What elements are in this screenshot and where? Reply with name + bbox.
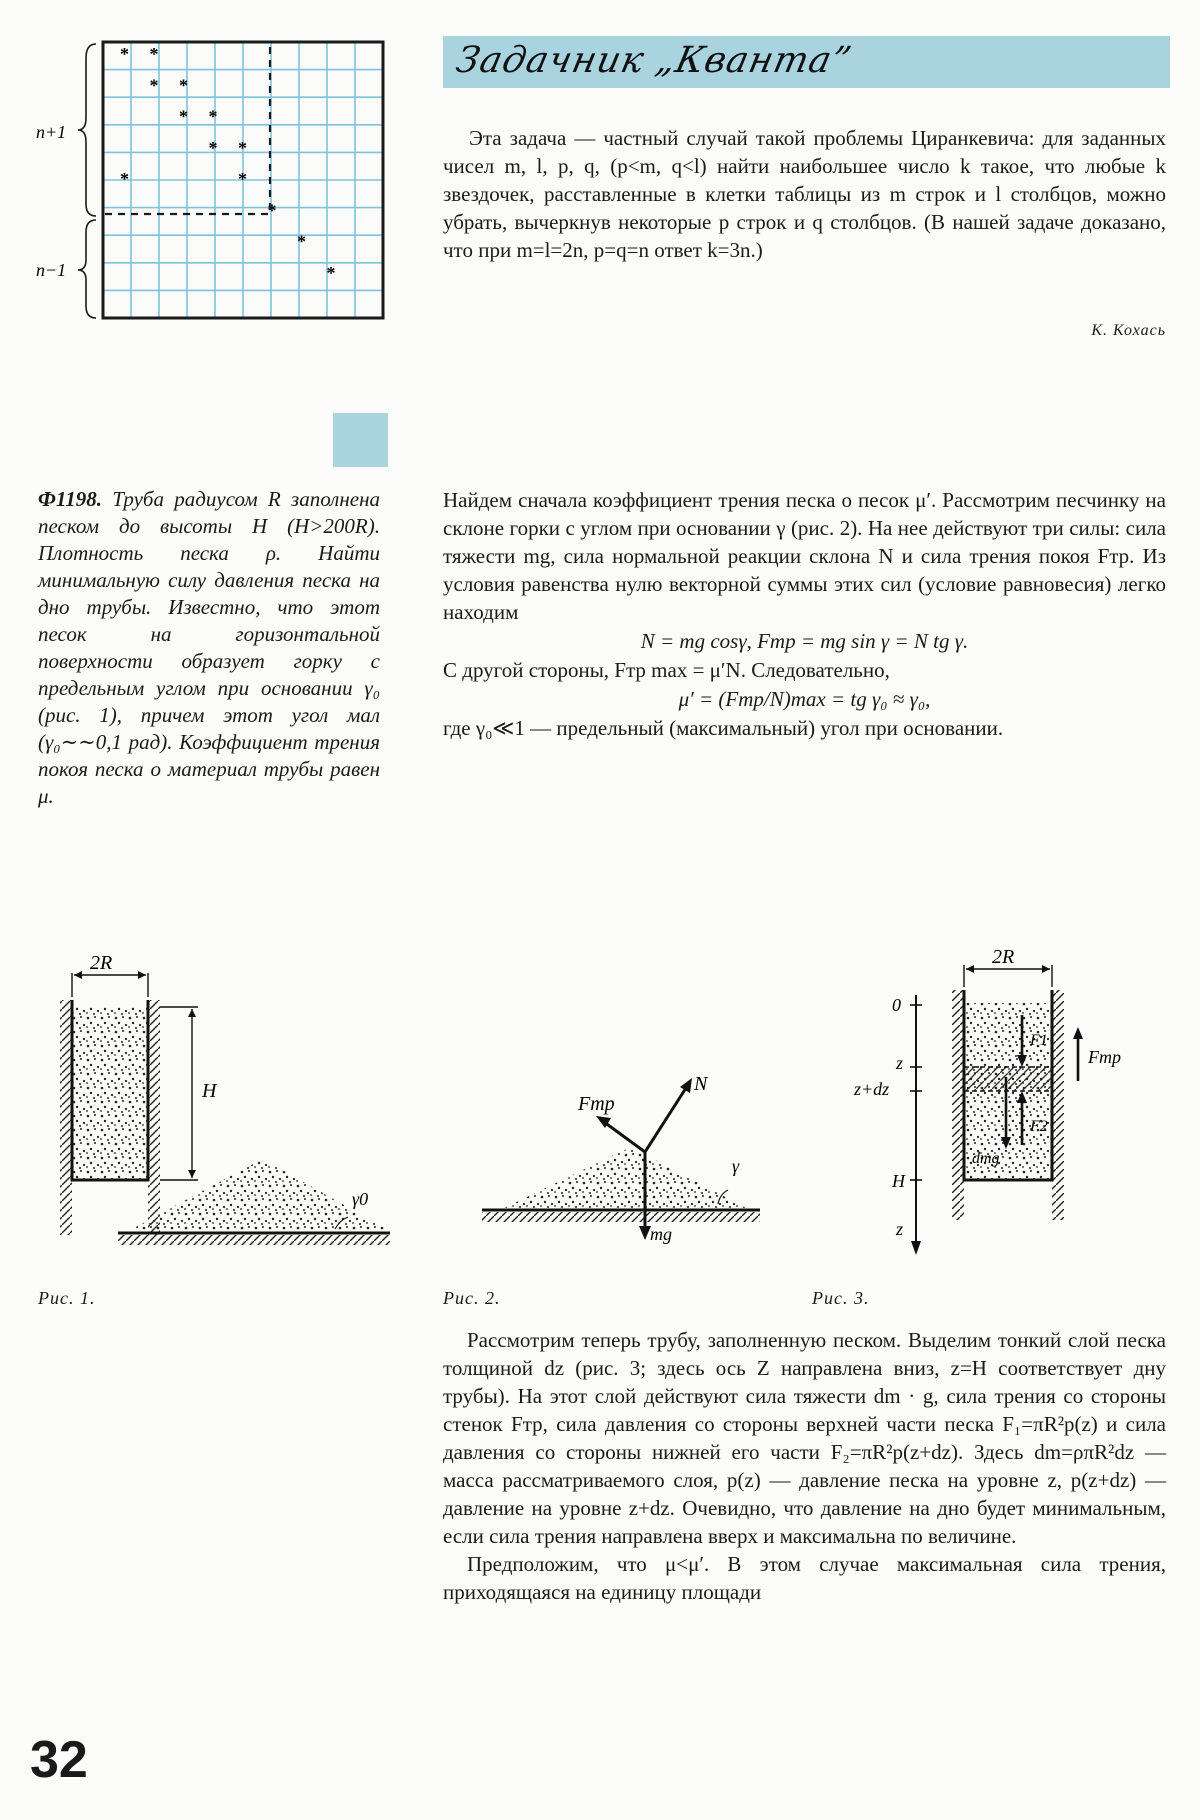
fig1-height-label: H [202,1080,217,1102]
grid-star: * [120,44,129,64]
fig1-caption: Рис. 1. [38,1288,96,1308]
grid-star: * [238,169,247,189]
signature: К. Кохась [1091,322,1166,339]
figure-3 [840,945,1170,1265]
fig3-f2-label: F2 [1030,1118,1048,1135]
brace-bottom [78,220,96,318]
fig2-angle-label: γ [732,1156,740,1176]
solution-column [443,486,1166,742]
grid-star: * [267,200,277,221]
fig3-h-label: H [892,1171,905,1191]
solution-para-4: Рассмотрим теперь трубу, заполненную песком. Выделим тонкий слой песка толщиной dz (рис. 3; здесь ось Z направлена вниз, z=H соответствует дну трубы). На этот слой действуют сила тяжести dm · g, сила трения со стороны стенок Fтр, сила давления со стороны верхней части песка F₁=πR²p(z) и сила давления со стороны нижней его части F₂=πR²p(z+dz). Здесь dm=ρπR²dz — масса рассматриваемого слоя, p(z) — давление песка на уровне z, p(z+dz) — давление на уровне z+dz. Очевидно, что давление на дно будет минимальным, если сила трения направлена вверх и максимальна по величине. [443,1328,1166,1548]
fig2-caption: Рис. 2. [443,1288,501,1308]
fig3-zdz-label: z+dz [854,1079,890,1099]
banner-title: Задачник „Кванта” [452,40,856,81]
figure-1 [30,945,410,1265]
solution-para-3: где γ₀≪1 — предельный (максимальный) угол при основании. [443,716,1004,740]
fig2-mg-label: mg [650,1224,672,1244]
header-banner [443,36,1170,88]
formula-1: N = mg cosγ, Fтр = mg sin γ = N tg γ. [640,629,969,653]
fig1-width-label: 2R [90,952,113,974]
star-grid-diagram [30,38,390,328]
fig2-friction-label: Fтр [578,1093,615,1115]
fig3-zero-label: 0 [892,995,901,1015]
grid-star: * [179,106,188,127]
solution-lower [443,1326,1166,1606]
fig3-z-label: z [896,1053,904,1073]
grid-star: * [238,137,247,158]
grid-star: * [208,137,218,158]
grid-star: * [326,262,336,283]
fig2-n-label: N [694,1073,708,1095]
problem-number: Ф1198. [38,487,102,511]
solution-para-2: С другой стороны, Fтр max = μ′N. Следовательно, [443,658,890,682]
figure-2-diagram [470,1040,770,1260]
fig1-angle-label: γ0 [352,1189,369,1209]
fig3-dmg-label: dmg [972,1150,1000,1167]
brace-top [78,44,96,216]
grid-star: * [149,44,159,64]
grid-star: * [179,75,188,96]
label-n-plus-1: n+1 [36,122,67,142]
grid-star: * [120,169,129,189]
problem-text: Труба радиусом R заполнена песком до высоты H (H>200R). Плотность песка ρ. Найти минимальную силу давления песка на дно трубы. Известно, что этот песок на горизонтальной поверхности образует горку с предельным углом при основании γ₀ (рис. 1), причем этот угол мал (γ₀∼∼0,1 рад). Коэффициент трения покоя песка о материал трубы равен μ. [38,487,380,808]
figure-1-diagram [30,945,410,1265]
solution-para-1: Найдем сначала коэффициент трения песка о песок μ′. Рассмотрим песчинку на склоне горки с углом при основании γ (рис. 2). На нее действуют три силы: сила тяжести mg, сила нормальной реакции склона N и сила трения покоя Fтр. Из условия равенства нулю векторной суммы этих сил (условие равновесия) легко находим [443,488,1166,624]
page-number: 32 [30,1731,88,1789]
fig3-width-label: 2R [992,946,1015,968]
grid-figure [30,38,390,328]
intro-text: Эта задача — частный случай такой проблемы Циранкевича: для заданных чисел m, l, p, q, (p<m, q<l) найти наибольшее число k такое, что любые k звездочек, расставленные в клетки таблицы из m строк и l столбцов, можно убрать, вычеркнув некоторые p строк и q столбцов. (В нашей задаче доказано, что при m=l=2n, p=q=n ответ k=3n.) [443,126,1166,262]
blue-marker [333,413,388,467]
figure-2 [470,1040,770,1260]
fig3-ftr-label: Fтр [1088,1047,1121,1067]
fig3-axis-label: z [896,1219,904,1239]
figure-3-diagram [840,945,1170,1265]
problem-statement [38,486,380,810]
solution-para-5: Предположим, что μ<μ′. В этом случае максимальная сила трения, приходящаяся на единицу площади [443,1552,1166,1604]
grid-star: * [149,75,159,96]
grid-star: * [208,106,218,127]
grid-star: * [297,231,306,252]
fig3-caption: Рис. 3. [812,1288,870,1308]
label-n-minus-1: n−1 [36,260,67,280]
formula-2: μ′ = (Fтр/N)max = tg γ₀ ≈ γ₀, [678,687,931,711]
fig3-f1-label: F1 [1030,1032,1048,1049]
intro-paragraph [443,124,1166,264]
